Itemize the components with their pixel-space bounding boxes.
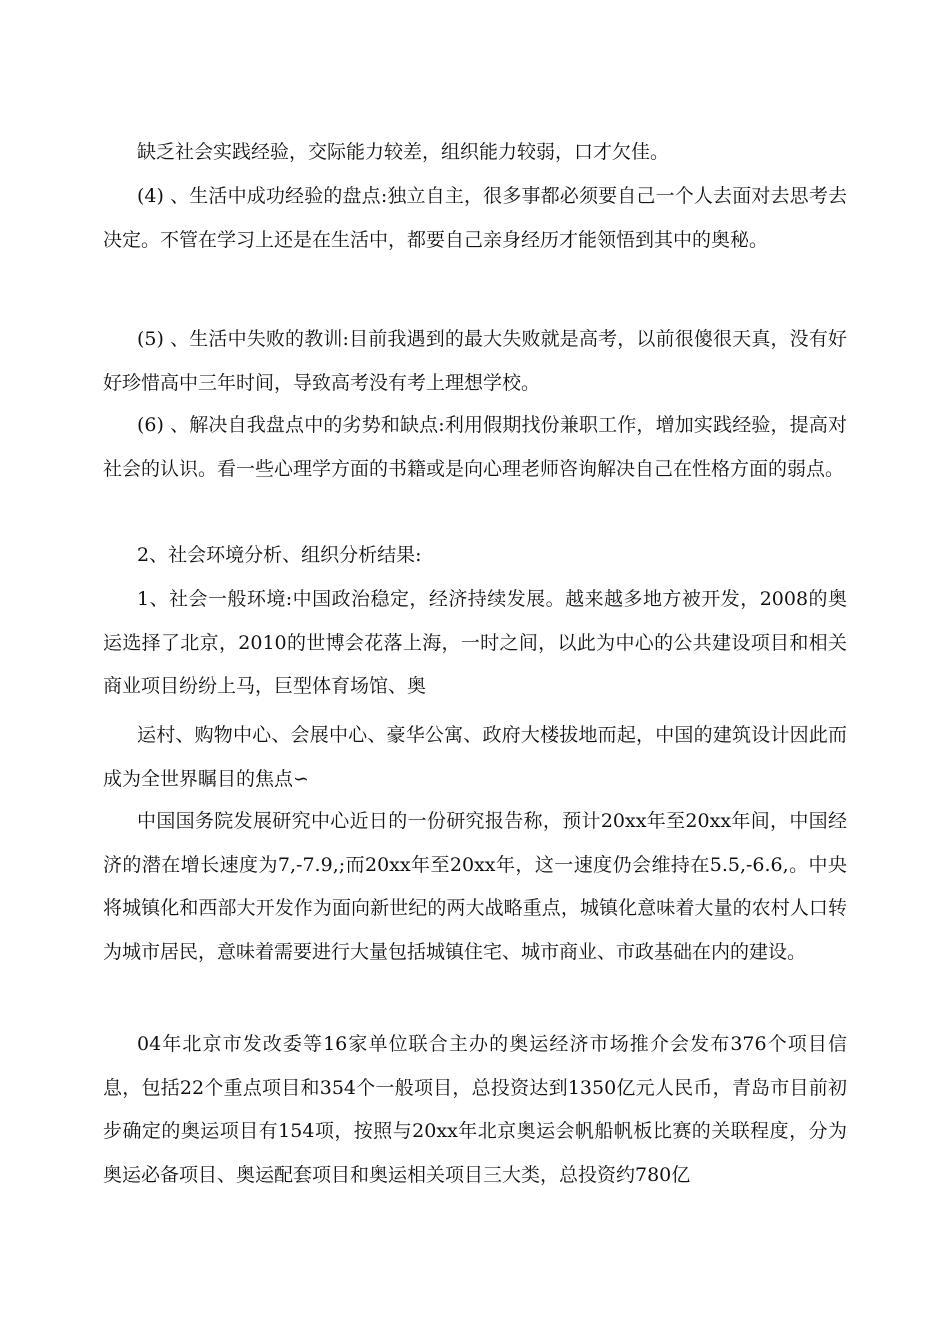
paragraph-economic-growth: 中国国务院发展研究中心近日的一份研究报告称，预计20xx年至20xx年间，中国经济的潜在增长速度为7,-7.9,;而20xx年至20xx年，这一速度仍会维持在5.5,-6.6,。中央将城镇化和西部大开发作为面向新世纪的两大战略重点，城镇化意味着大量的农村人口转为城市居民，意味着需要进行大量包括城镇住宅、城市商业、市政基础在内的建设。 bbox=[103, 810, 847, 963]
paragraph-section-heading: 2、社会环境分析、组织分析结果: bbox=[137, 544, 422, 566]
paragraph-construction-focus: 运村、购物中心、会展中心、豪华公寓、政府大楼拔地而起，中国的建筑设计因此而成为全世界瞩目的焦点∽ bbox=[103, 724, 847, 790]
paragraph-improvement-plan: (6) 、解决自我盘点中的劣势和缺点:利用假期找份兼职工作，增加实践经验，提高对社会的认识。看一些心理学方面的书籍或是向心理老师咨询解决自己在性格方面的弱点。 bbox=[103, 414, 847, 480]
paragraph-failure-lesson: (5) 、生活中失败的教训:目前我遇到的最大失败就是高考，以前很傻很天真，没有好好珍惜高中三年时间，导致高考没有考上理想学校。 bbox=[103, 328, 847, 394]
paragraph-skills-weakness: 缺乏社会实践经验，交际能力较差，组织能力较弱，口才欠佳。 bbox=[137, 141, 670, 163]
paragraph-social-environment: 1、社会一般环境:中国政治稳定，经济持续发展。越来越多地方被开发，2008的奥运选择了北京，2010的世博会花落上海，一时之间，以此为中心的公共建设项目和相关商业项目纷纷上马，巨型体育场馆、奥 bbox=[103, 588, 847, 697]
paragraph-olympic-projects: 04年北京市发改委等16家单位联合主办的奥运经济市场推介会发布376个项目信息，包括22个重点项目和354个一般项目，总投资达到1350亿元人民币，青岛市目前初步确定的奥运项目有154项，按照与20xx年北京奥运会帆船帆板比赛的关联程度，分为奥运必备项目、奥运配套项目和奥运相关项目三大类，总投资约780亿 bbox=[103, 1033, 847, 1186]
paragraph-success-experience: (4) 、生活中成功经验的盘点:独立自主，很多事都必须要自己一个人去面对去思考去决定。不管在学习上还是在生活中，都要自己亲身经历才能领悟到其中的奥秘。 bbox=[103, 185, 847, 251]
